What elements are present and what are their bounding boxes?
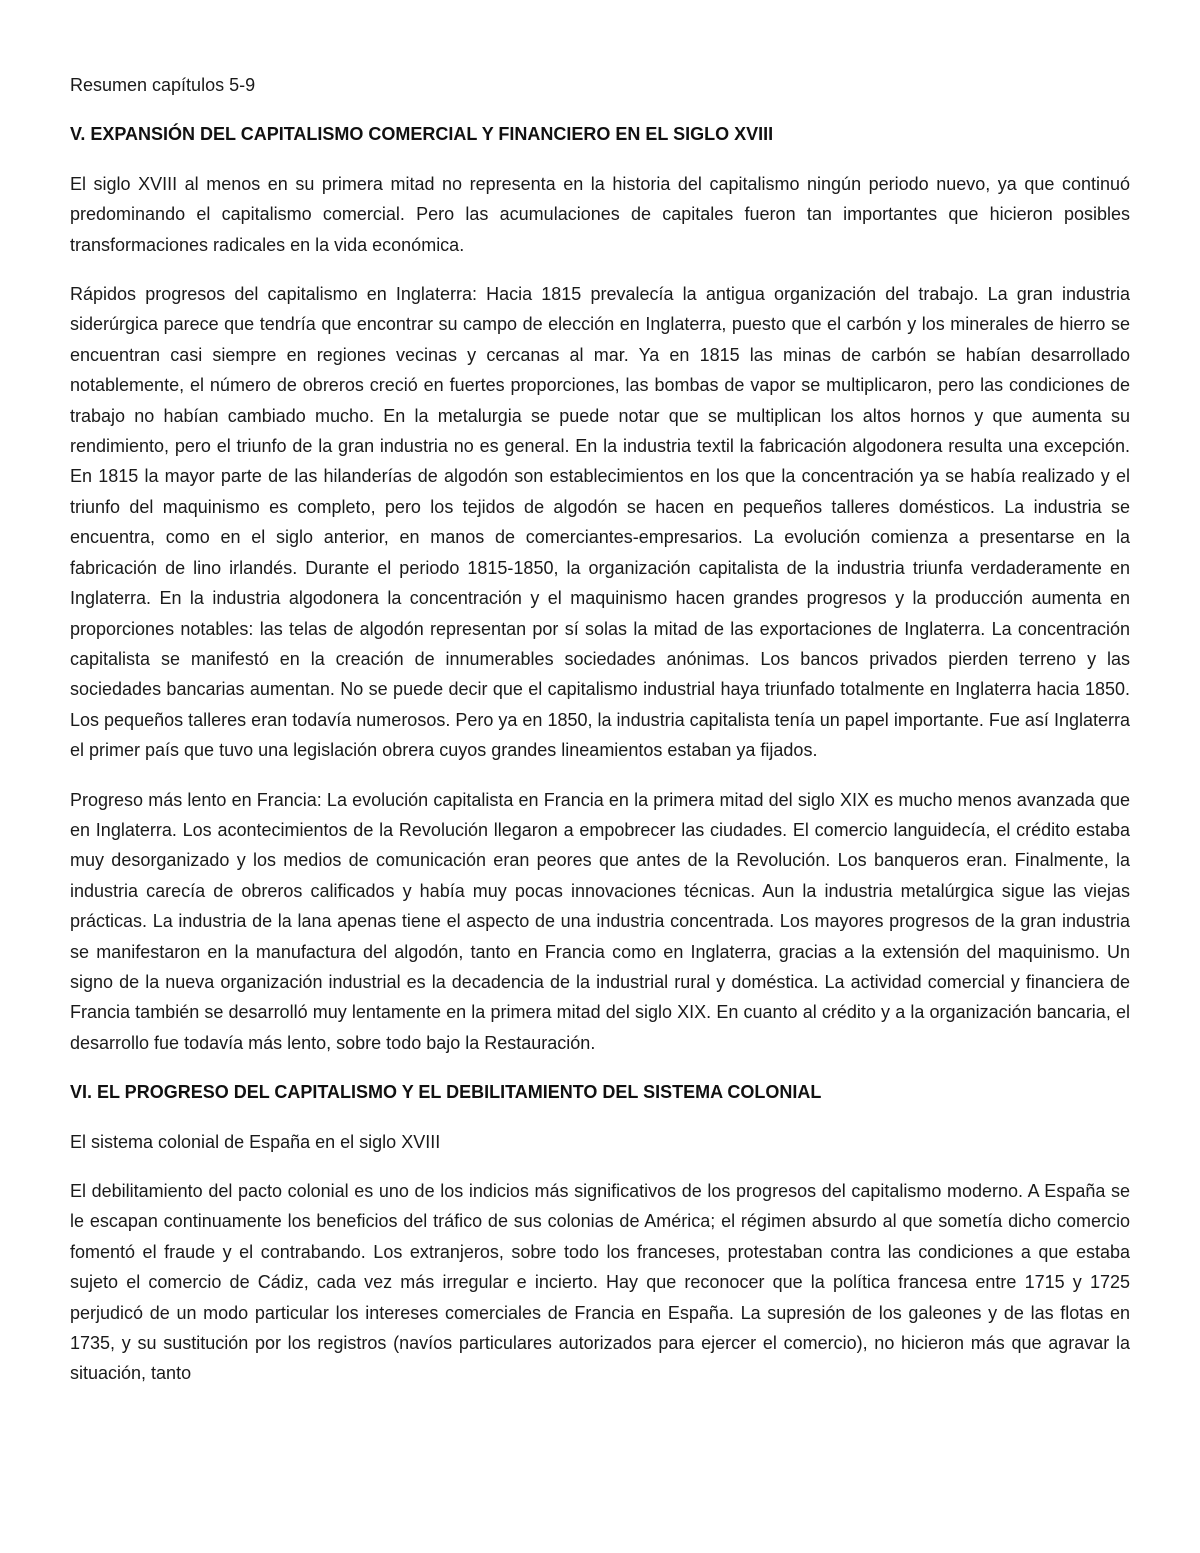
document-page: [70, 70, 1130, 1408]
section-5-heading: V. EXPANSIÓN DEL CAPITALISMO COMERCIAL Y FINANCIERO EN EL SIGLO XVIII: [70, 124, 774, 145]
section-6-subheading: El sistema colonial de España en el siglo XVIII: [70, 1131, 441, 1152]
section-5-paragraph-1: El siglo XVIII al menos en su primera mitad no representa en la historia del capitalismo ningún periodo nuevo, ya que continuó predominando el capitalismo comercial. Pero las acumulaciones de capitales fueron tan importantes que hicieron posibles transformaciones radicales en la vida económica.: [70, 173, 1130, 255]
section-6-heading: VI. EL PROGRESO DEL CAPITALISMO Y EL DEBILITAMIENTO DEL SISTEMA COLONIAL: [70, 1082, 822, 1103]
section-5-paragraph-2: Rápidos progresos del capitalismo en Inglaterra: Hacia 1815 prevalecía la antigua organización del trabajo. La gran industria siderúrgica parece que tendría que encontrar su campo de elección en Inglaterra, puesto que el carbón y los minerales de hierro se encuentran casi siempre en regiones vecinas y cercanas al mar. Ya en 1815 las minas de carbón se habían desarrollado notablemente, el número de obreros creció en fuertes proporciones, las bombas de vapor se multiplicaron, pero las condiciones de trabajo no habían cambiado mucho. En la metalurgia se puede notar que se multiplican los altos hornos y que aumenta su rendimiento, pero el triunfo de la gran industria no es general. En la industria textil la fabricación algodonera resulta una excepción. En 1815 la mayor parte de las hilanderías de algodón son establecimientos en los que la concentración ya se había realizado y el triunfo del maquinismo es completo, pero los tejidos de algodón se hacen en pequeños talleres domésticos. La industria se encuentra, como en el siglo anterior, en manos de comerciantes-empresarios. La evolución comienza a presentarse en la fabricación de lino irlandés. Durante el periodo 1815-1850, la organización capitalista de la industria triunfa verdaderamente en Inglaterra. En la industria algodonera la concentración y el maquinismo hacen grandes progresos y la producción aumenta en proporciones notables: las telas de algodón representan por sí solas la mitad de las exportaciones de Inglaterra. La concentración capitalista se manifestó en la creación de innumerables sociedades anónimas. Los bancos privados pierden terreno y las sociedades bancarias aumentan. No se puede decir que el capitalismo industrial haya triunfado totalmente en Inglaterra hacia 1850. Los pequeños talleres eran todavía numerosos. Pero ya en 1850, la industria capitalista tenía un papel importante. Fue así Inglaterra el primer país que tuvo una legislación obrera cuyos grandes lineamientos estaban ya fijados.: [70, 284, 1130, 761]
document-title: Resumen capítulos 5-9: [70, 75, 256, 95]
section-6-paragraph-1: El debilitamiento del pacto colonial es uno de los indicios más significativos de los progresos del capitalismo moderno. A España se le escapan continuamente los beneficios del tráfico de sus colonias de América; el régimen absurdo al que sometía dicho comercio fomentó el fraude y el contrabando. Los extranjeros, sobre todo los franceses, protestaban contra las condiciones a que estaba sujeto el comercio de Cádiz, cada vez más irregular e incierto. Hay que reconocer que la política francesa entre 1715 y 1725 perjudicó de un modo particular los intereses comerciales de Francia en España. La supresión de los galeones y de las flotas en 1735, y su sustitución por los registros (navíos particulares autorizados para ejercer el comercio), no hicieron más que agravar la situación, tanto: [70, 1181, 1130, 1384]
section-5-paragraph-3: Progreso más lento en Francia: La evolución capitalista en Francia en la primera mitad del siglo XIX es mucho menos avanzada que en Inglaterra. Los acontecimientos de la Revolución llegaron a empobrecer las ciudades. El comercio languidecía, el crédito estaba muy desorganizado y los medios de comunicación eran peores que antes de la Revolución. Los banqueros eran. Finalmente, la industria carecía de obreros calificados y había muy pocas innovaciones técnicas. Aun la industria metalúrgica sigue las viejas prácticas. La industria de la lana apenas tiene el aspecto de una industria concentrada. Los mayores progresos de la gran industria se manifestaron en la manufactura del algodón, tanto en Francia como en Inglaterra, gracias a la extensión del maquinismo. Un signo de la nueva organización industrial es la decadencia de la industrial rural y doméstica. La actividad comercial y financiera de Francia también se desarrolló muy lentamente en la primera mitad del siglo XIX. En cuanto al crédito y a la organización bancaria, el desarrollo fue todavía más lento, sobre todo bajo la Restauración.: [70, 789, 1130, 1053]
